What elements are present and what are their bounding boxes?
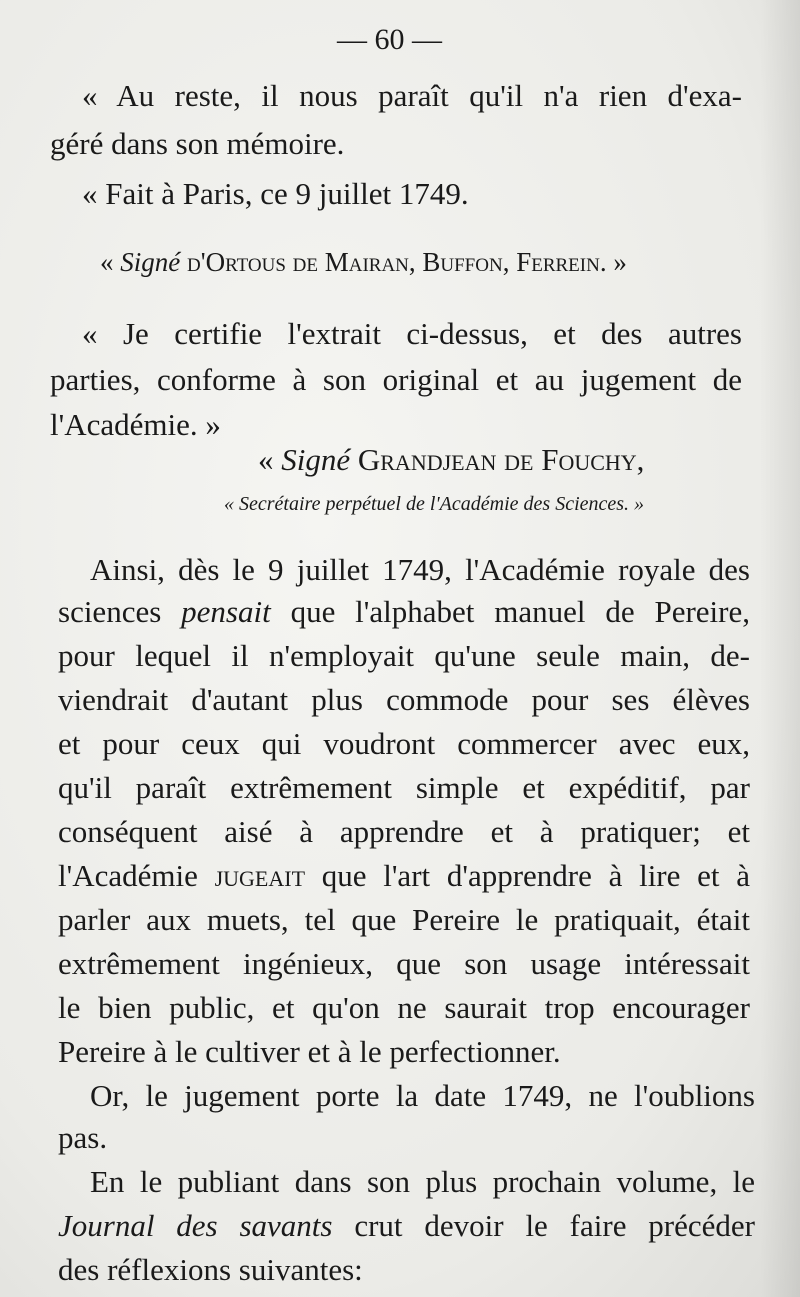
quote-para1-line2: géré dans son mémoire. (50, 126, 345, 161)
quote-para3-line2: parties, conforme à son original et au jugement de (50, 362, 742, 397)
body-para1-line10: extrêmement ingénieux, que son usage intéressait (58, 946, 750, 981)
journal-title: Journal des savants (58, 1208, 333, 1243)
quote-para3-line3: l'Académie. » (50, 407, 221, 442)
body-para1-line11: le bien public, et qu'on ne saurait trop encourager (58, 990, 750, 1025)
body-para1-line6: qu'il paraît extrêmement simple et expéditif, par (58, 770, 750, 805)
emphasis-jugeait: jugeait (214, 858, 306, 893)
page-number: — 60 — (337, 23, 442, 56)
signatory-names: d'Ortous de Mairan, Buffon, Ferrein. » (180, 247, 627, 277)
quote-para2: « Fait à Paris, ce 9 juillet 1749. (82, 176, 469, 211)
text-segment: sciences (58, 594, 182, 629)
body-para2-line2: pas. (58, 1120, 108, 1155)
body-para1-line5: et pour ceux qui voudront commercer avec eux, (58, 726, 750, 761)
signe-word: Signé (120, 247, 181, 277)
signe-word-2: Signé (281, 442, 351, 477)
secretary-name: Grandjean de Fouchy, (350, 442, 645, 477)
signature-open-quote: « (100, 247, 121, 277)
body-para1-line4: viendrait d'autant plus commode pour ses élèves (58, 682, 750, 717)
body-para2-line1: Or, le jugement porte la date 1749, ne l'oublions (90, 1078, 755, 1113)
body-para3-line1: En le publiant dans son plus prochain volume, le (90, 1164, 755, 1199)
body-para1-line2 (58, 592, 750, 632)
quote-para3-line1: « Je certifie l'extrait ci-dessus, et des autres (82, 316, 742, 351)
body-para1-line3: pour lequel il n'employait qu'une seule main, de- (58, 638, 750, 673)
page-edge-shadow (760, 0, 800, 1297)
body-para1-line12: Pereire à le cultiver et à le perfectionner. (58, 1034, 561, 1069)
body-para1-line9: parler aux muets, tel que Pereire le pratiquait, était (58, 902, 750, 937)
body-para1-line8 (58, 856, 750, 896)
secretary-title: « Secrétaire perpétuel de l'Académie des Sciences. » (224, 493, 645, 515)
signature-academicians (100, 242, 627, 282)
body-para3-line3: des réflexions suivantes: (58, 1252, 363, 1287)
signature2-open-quote: « (258, 442, 282, 477)
body-para1-line1: Ainsi, dès le 9 juillet 1749, l'Académie royale des (90, 552, 750, 587)
quote-para1-line1: « Au reste, il nous paraît qu'il n'a rien d'exa- (82, 78, 742, 113)
text-segment: l'Académie (58, 858, 215, 893)
signature-secretary (258, 440, 644, 480)
body-para3-line2 (58, 1206, 755, 1246)
text-segment: que l'alphabet manuel de Pereire, (270, 594, 750, 629)
text-segment: crut devoir le faire précéder (332, 1208, 755, 1243)
body-para1-line7: conséquent aisé à apprendre et à pratiquer; et (58, 814, 750, 849)
text-segment: que l'art d'apprendre à lire et à (305, 858, 750, 893)
emphasis-pensait: pensait (181, 594, 271, 629)
